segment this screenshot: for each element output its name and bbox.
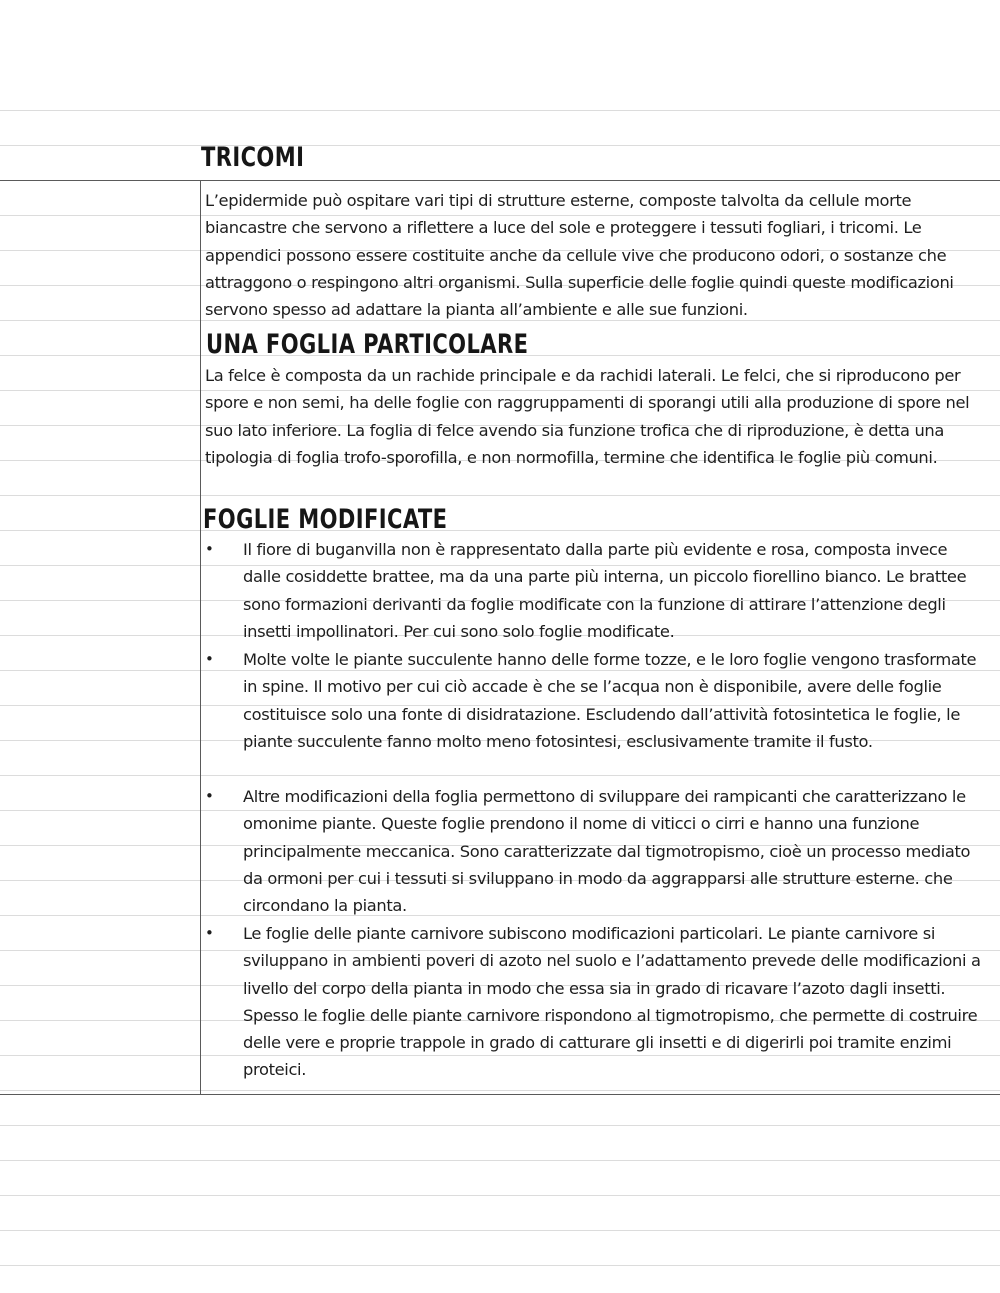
list-item-text: Le foglie delle piante carnivore subiscono modificazioni particolari. Le piante carnivore si sviluppano in ambienti poveri di azoto nel suolo e l’adattamento prevede delle modificazioni a livello del corpo della pianta in modo che essa sia in grado di ricavare l’azoto dagli insetti. Spesso le foglie delle piante carnivore rispondono al tigmotropismo, che permette di costruire delle vere e proprie trappole in grado di catturare gli insetti e di digerirli poi tramite enzimi proteici. bbox=[243, 924, 981, 1080]
section-title-foglie-modificate: FOGLIE MODIFICATE bbox=[203, 504, 448, 535]
section-body-tricomi: L’epidermide può ospitare vari tipi di strutture esterne, composte talvolta da cellule morte biancastre che servono a riflettere a luce del sole e proteggere i tessuti fogliari, i tricomi. Le appendici possono essere costituite anche da cellule vive che producono odori, o sostanze che attraggono o respingono altri organismi. Sulla superficie delle foglie quindi queste modificazioni servono spesso ad adattare la pianta all’ambiente e alle sue funzioni. bbox=[205, 191, 954, 320]
bullet-icon: • bbox=[205, 787, 214, 805]
margin-vertical-line bbox=[200, 180, 201, 1094]
bullet-icon: • bbox=[205, 924, 214, 942]
frame-bottom-line bbox=[0, 1094, 1000, 1095]
frame-top-line bbox=[0, 180, 1000, 181]
section-title-una-foglia-particolare: UNA FOGLIA PARTICOLARE bbox=[206, 329, 529, 360]
bullet-icon: • bbox=[205, 540, 214, 558]
bullet-icon: • bbox=[205, 650, 214, 668]
section-body-una-foglia-particolare: La felce è composta da un rachide principale e da rachidi laterali. Le felci, che si riproducono per spore e non semi, ha delle foglie con raggruppamenti di sporangi utili alla produzione di spore nel suo lato inferiore. La foglia di felce avendo sia funzione trofica che di riproduzione, è detta una tipologia di foglia trofo-sporofilla, e non normofilla, termine che identifica le foglie più comuni. bbox=[205, 366, 970, 467]
list-item-text: Molte volte le piante succulente hanno delle forme tozze, e le loro foglie vengono trasformate in spine. Il motivo per cui ciò accade è che se l’acqua non è disponibile, avere delle foglie costituisce solo una fonte di disidratazione. Escludendo dall’attività fotosintetica le foglie, le piante succulente fanno molto meno fotosintesi, esclusivamente tramite il fusto. bbox=[243, 650, 977, 751]
list-item-text: Il fiore di buganvilla non è rappresentato dalla parte più evidente e rosa, composta invece dalle cosiddette brattee, ma da una parte più interna, un piccolo fiorellino bianco. Le brattee sono formazioni derivanti da foglie modificate con la funzione di attirare l’attenzione degli insetti impollinatori. Per cui sono solo foglie modificate. bbox=[243, 540, 967, 641]
section-title-tricomi: TRICOMI bbox=[201, 142, 305, 173]
list-item-text: Altre modificazioni della foglia permettono di sviluppare dei rampicanti che caratterizzano le omonime piante. Queste foglie prendono il nome di viticci o cirri e hanno una funzione principalmente meccanica. Sono caratterizzate dal tigmotropismo, cioè un processo mediato da ormoni per cui i tessuti si sviluppano in modo da aggrapparsi alle strutture esterne. che circondano la pianta. bbox=[243, 787, 971, 916]
